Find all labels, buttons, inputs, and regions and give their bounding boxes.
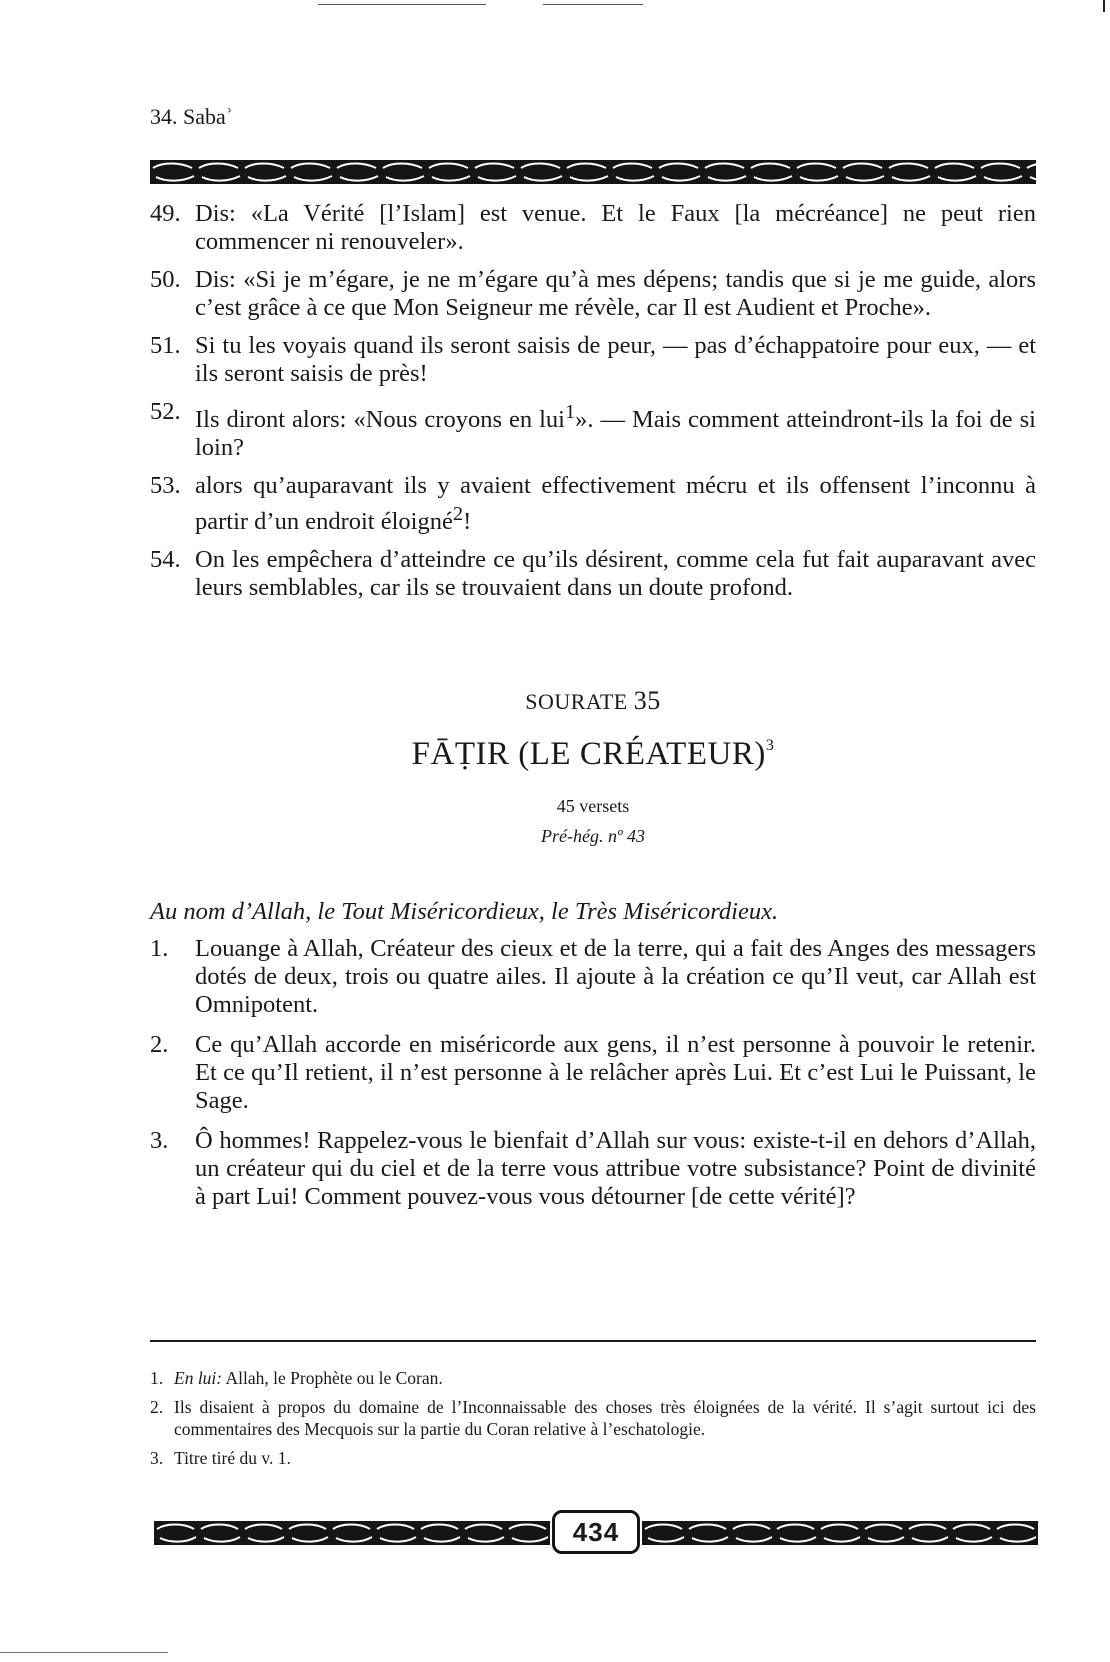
ornament-pattern	[150, 160, 1036, 184]
footnote-2	[150, 1396, 1036, 1440]
scan-artifact-corner	[1103, 0, 1105, 12]
footnote-ref: 2	[452, 503, 464, 526]
footnote-ref: 3	[765, 737, 775, 754]
verse-text-before: Ils diront alors: «Nous croyons en lui	[195, 406, 565, 434]
ornament-pattern	[642, 1521, 1038, 1545]
verse-text: Dis: «La Vérité [l’Islam] est venue. Et le Faux [la mécréance] ne peut rien commencer ni renouveler».	[195, 200, 1036, 255]
verse-text: Ô hommes! Rappelez-vous le bienfait d’Allah sur vous: existe-t-il en dehors d’Allah, un créateur qui du ciel et de la terre vous attribue votre subsistance? Point de divinité à part Lui! Comment pouvez-vous vous détourner [de cette vérité]?	[195, 1127, 1036, 1210]
footnote-1	[150, 1367, 1036, 1389]
footnote-term: En lui:	[174, 1368, 223, 1388]
verse-53	[150, 472, 1036, 536]
footnote-number: 2.	[150, 1397, 164, 1417]
verse-text: Louange à Allah, Créateur des cieux et de la terre, qui a fait des Anges des messagers dotés de deux, trois ou quatre ailes. Il ajoute à la création ce qu’Il veut, car Allah est Omnipotent.	[195, 935, 1036, 1018]
verse-number: 1.	[150, 935, 169, 962]
footnote-3	[150, 1447, 1036, 1469]
footnote-text: Allah, le Prophète ou le Coran.	[222, 1368, 443, 1388]
verse-number: 53.	[150, 472, 181, 500]
ornamental-band-bottom-right	[642, 1521, 1038, 1545]
verse-1	[150, 935, 1036, 1019]
sura-period: Pré-hég. nº 43	[540, 826, 646, 846]
verse-number: 3.	[150, 1127, 169, 1154]
verse-text	[195, 472, 1036, 535]
sura-heading	[150, 686, 1036, 716]
verse-text: Si tu les voyais quand ils seront saisis de peur, — pas d’échappatoire pour eux, — et ils seront saisis de près!	[195, 332, 1036, 387]
verse-number: 50.	[150, 266, 181, 293]
verse-51	[150, 332, 1036, 388]
basmala: Au nom d’Allah, le Tout Miséricordieux, le Très Miséricordieux.	[150, 898, 779, 925]
verse-54	[150, 546, 1036, 602]
footnote-rule	[150, 1340, 1036, 1342]
verse-text: Dis: «Si je m’égare, je ne m’égare qu’à mes dépens; tandis que si je me guide, alors c’est grâce à ce que Mon Seigneur me révèle, car Il est Audient et Proche».	[195, 266, 1036, 321]
verse-49	[150, 200, 1036, 256]
footnote-number: 1.	[150, 1368, 164, 1388]
verse-2	[150, 1031, 1036, 1115]
scan-artifact-top-right	[543, 4, 643, 5]
verse-number: 51.	[150, 332, 181, 359]
sura-title-line	[150, 736, 1036, 773]
running-head: 34. Sabaʾ	[150, 104, 234, 129]
footnote-ref: 1	[564, 401, 576, 423]
sura-title: FĀṬIR (LE CRÉATEUR)	[411, 736, 766, 772]
ornament-pattern	[154, 1521, 550, 1545]
verse-number: 54.	[150, 546, 181, 574]
verse-number: 49.	[150, 200, 181, 227]
scan-artifact-top-left	[318, 4, 486, 5]
ornamental-band-top	[150, 160, 1036, 184]
verse-number: 2.	[150, 1031, 169, 1058]
verse-3	[150, 1127, 1036, 1211]
verse-text: On les empêchera d’atteindre ce qu’ils désirent, comme cela fut fait auparavant avec leurs semblables, car ils se trouvaient dans un doute profond.	[195, 546, 1036, 602]
verse-number: 52.	[150, 398, 181, 425]
footnote-text: Ils disaient à propos du domaine de l’Inconnaissable des choses très éloignées de la vérité. Il s’agit surtout ici des commentaires des Mecquois sur la partie du Coran relative à l’eschatologie.	[174, 1397, 1036, 1439]
verse-text-after: ». — Mais comment atteindront-ils la foi de si loin?	[195, 406, 1036, 462]
scan-artifact-bottom	[0, 1652, 168, 1653]
verse-text-before: alors qu’auparavant ils y avaient effectivement mécru et ils offensent l’inconnu à partir d’un endroit éloigné	[195, 472, 1036, 536]
sura-verse-count: 45 versets	[556, 796, 630, 816]
page-number: 434	[552, 1510, 640, 1554]
verse-text: Ce qu’Allah accorde en miséricorde aux gens, il n’est personne à pouvoir le retenir. Et ce qu’Il retient, il n’est personne à le relâcher après Lui. Et c’est Lui le Puissant, le Sage.	[195, 1031, 1036, 1114]
verse-list-saba	[150, 200, 1036, 612]
sura-label: SOURATE	[525, 689, 628, 714]
sura-number: 35	[633, 686, 661, 715]
verse-52	[150, 398, 1036, 462]
verse-text-after: !	[463, 508, 472, 536]
footnote-text: Titre tiré du v. 1.	[174, 1448, 291, 1468]
ornamental-band-bottom-left	[154, 1521, 550, 1545]
verse-text	[195, 401, 1036, 462]
verse-list-fatir	[150, 935, 1036, 1223]
footnote-number: 3.	[150, 1448, 164, 1468]
verse-50	[150, 266, 1036, 322]
footnote-list	[150, 1367, 1036, 1476]
